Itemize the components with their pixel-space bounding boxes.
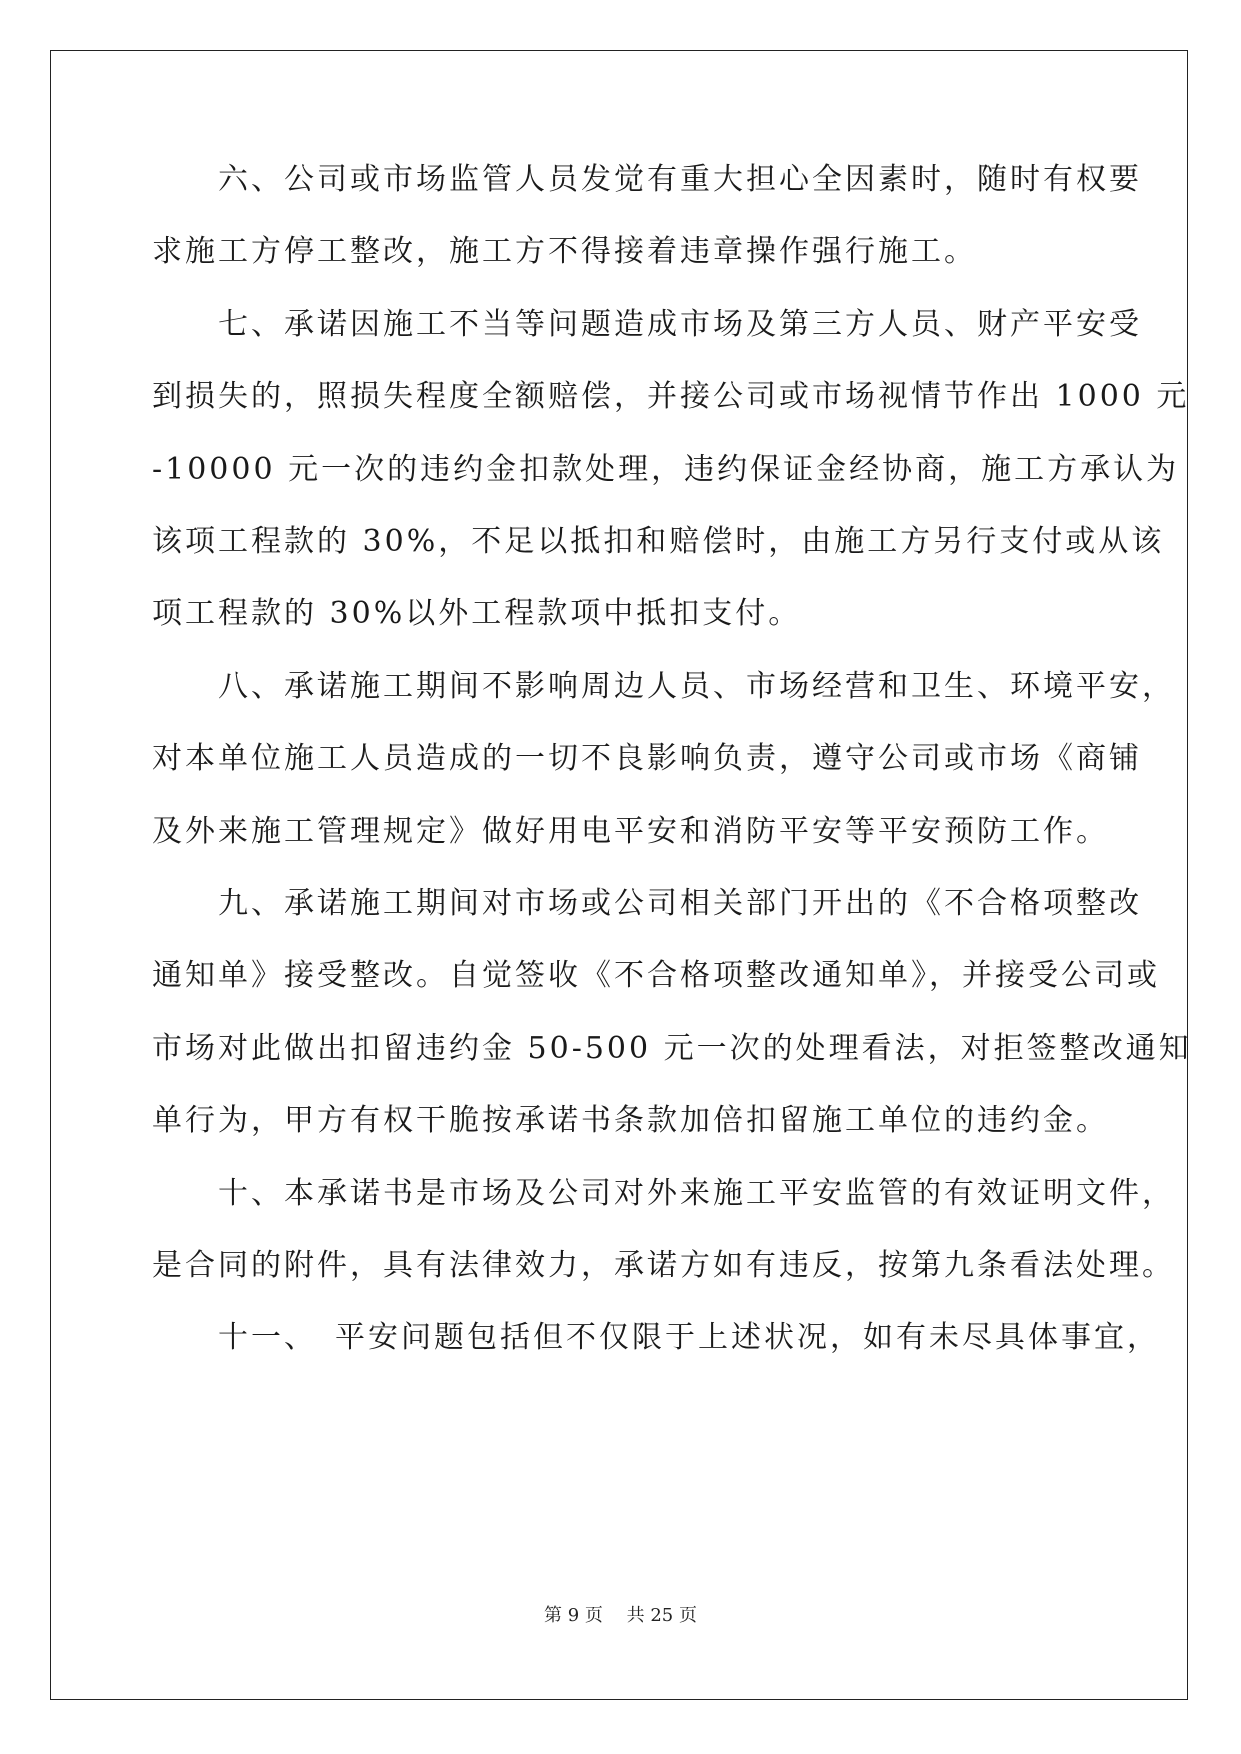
text-line: 九、承诺施工期间对市场或公司相关部门开出的《不合格项整改 bbox=[152, 886, 1142, 921]
text-line: 及外来施工管理规定》做好用电平安和消防平安等平安预防工作。 bbox=[152, 814, 1109, 849]
text-line: 通知单》接受整改。自觉签收《不合格项整改通知单》，并接受公司或 bbox=[152, 958, 1160, 993]
text-line: 到损失的，照损失程度全额赔偿，并接公司或市场视情节作出 1000 元 bbox=[152, 379, 1190, 414]
text-line: 十、本承诺书是市场及公司对外来施工平安监管的有效证明文件， bbox=[152, 1176, 1175, 1211]
text-line: 七、承诺因施工不当等问题造成市场及第三方人员、财产平安受 bbox=[152, 307, 1142, 342]
text-line: -10000 元一次的违约金扣款处理，违约保证金经协商，施工方承认为 bbox=[152, 452, 1180, 487]
text-line: 对本单位施工人员造成的一切不良影响负责，遵守公司或市场《商铺 bbox=[152, 741, 1142, 776]
text-line: 是合同的附件，具有法律效力，承诺方如有违反，按第九条看法处理。 bbox=[152, 1248, 1175, 1283]
page-number-footer: 第 9 页 共 25 页 bbox=[544, 1605, 697, 1626]
text-line: 八、承诺施工期间不影响周边人员、市场经营和卫生、环境平安， bbox=[152, 669, 1175, 704]
text-line: 求施工方停工整改，施工方不得接着违章操作强行施工。 bbox=[152, 234, 977, 269]
text-line: 该项工程款的 30%，不足以抵扣和赔偿时，由施工方另行支付或从该 bbox=[152, 524, 1165, 559]
text-line: 市场对此做出扣留违约金 50-500 元一次的处理看法，对拒签整改通知 bbox=[152, 1031, 1192, 1066]
text-line: 六、公司或市场监管人员发觉有重大担心全因素时，随时有权要 bbox=[152, 162, 1142, 197]
text-line: 单行为，甲方有权干脆按承诺书条款加倍扣留施工单位的违约金。 bbox=[152, 1103, 1109, 1138]
text-line: 项工程款的 30%以外工程款项中抵扣支付。 bbox=[152, 596, 802, 631]
page-border bbox=[50, 50, 1188, 1700]
text-line: 十一、 平安问题包括但不仅限于上述状况，如有未尽具体事宜， bbox=[152, 1320, 1160, 1355]
